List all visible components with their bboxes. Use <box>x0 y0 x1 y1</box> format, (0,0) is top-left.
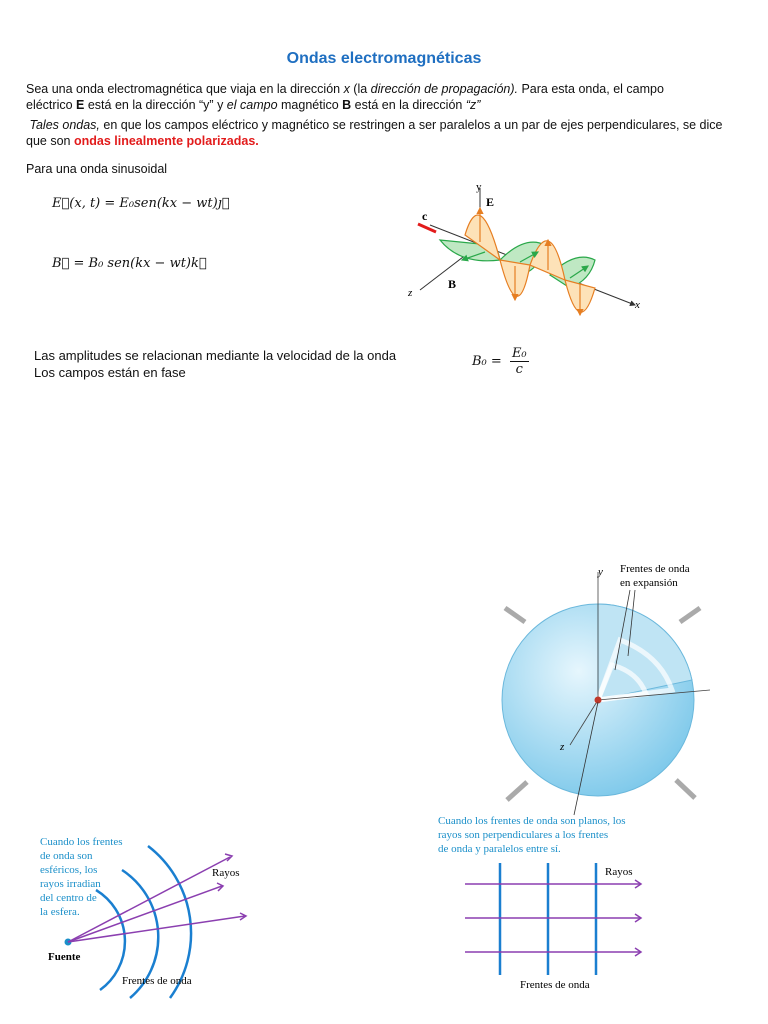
fig2-caption-1: Cuando los frentes de onda son planos, los <box>438 815 626 827</box>
fig2-label-1: Frentes de onda <box>620 563 690 575</box>
fig4-fronts-label: Frentes de onda <box>520 979 590 991</box>
fig3-text-4: rayos irradian <box>40 878 101 890</box>
amplitude-text <box>34 347 396 381</box>
fig3-text-5: del centro de <box>40 892 97 904</box>
sinusoidal-label: Para una onda sinusoidal <box>26 162 168 176</box>
fig1-B-label: B <box>448 277 457 291</box>
fig2-caption-3: de onda y paralelos entre sí. <box>438 843 561 855</box>
fig2-label-2: en expansión <box>620 577 678 589</box>
intro-paragraph: Sea una onda electromagnética que viaja en la dirección x (la dirección de propagación). Para esta onda, el campo eléctrico E está en la dirección “y” y el campo magnético B está en la dirección “z” <box>26 82 664 112</box>
fig4-rays-label: Rayos <box>605 866 633 878</box>
fig3-text-3: esféricos, los <box>40 864 98 876</box>
highlight-text: ondas linealmente polarizadas. <box>73 134 259 148</box>
fig1-E-label: E <box>486 195 495 209</box>
equation-amplitude-relation: B₀ = $\frac{\text{E₀}}{c}$ <box>472 346 527 377</box>
fig2-caption-2: rayos son perpendiculares a los frentes <box>438 829 609 841</box>
fig3-text-1: Cuando los frentes <box>40 836 123 848</box>
fig1-c-label: c <box>422 209 428 223</box>
amplitude-line-1: Las amplitudes se relacionan mediante la velocidad de la onda <box>34 348 397 363</box>
plane-fronts-figure <box>455 855 655 995</box>
amplitude-line-2: Los campos están en fase <box>34 365 186 380</box>
fig3-text-2: de onda son <box>40 850 93 862</box>
fig2-y-label: y <box>598 566 603 578</box>
fig3-fronts-label: Frentes de onda <box>122 975 192 987</box>
fig1-y-label: y <box>476 181 482 193</box>
polarization-paragraph: Tales ondas, en que los campos eléctrico y magnético se restringen a ser paralelos a un par de ejes perpendiculares, se dice que son ondas linealmente polarizadas. <box>26 118 723 148</box>
fig1-z-label: z <box>408 287 413 299</box>
spherical-fronts-figure <box>30 830 270 1000</box>
fig3-rays-label: Rayos <box>212 867 240 879</box>
spherical-wave-figure <box>410 560 740 860</box>
equation-magnetic-field: B⃗ = B₀ sen(kx − wt)k⃗ <box>52 256 207 271</box>
fig2-z-label: z <box>560 741 565 753</box>
page-title: Ondas electromagnéticas <box>286 50 482 67</box>
fig3-source-label: Fuente <box>48 951 81 963</box>
em-wave-figure <box>400 180 650 330</box>
equation-electric-field: E⃗(x, t) = E₀sen(kx − wt)ȷ⃗ <box>52 196 230 211</box>
fig3-text-6: la esfera. <box>40 906 80 918</box>
fig1-x-label: x <box>635 299 640 311</box>
